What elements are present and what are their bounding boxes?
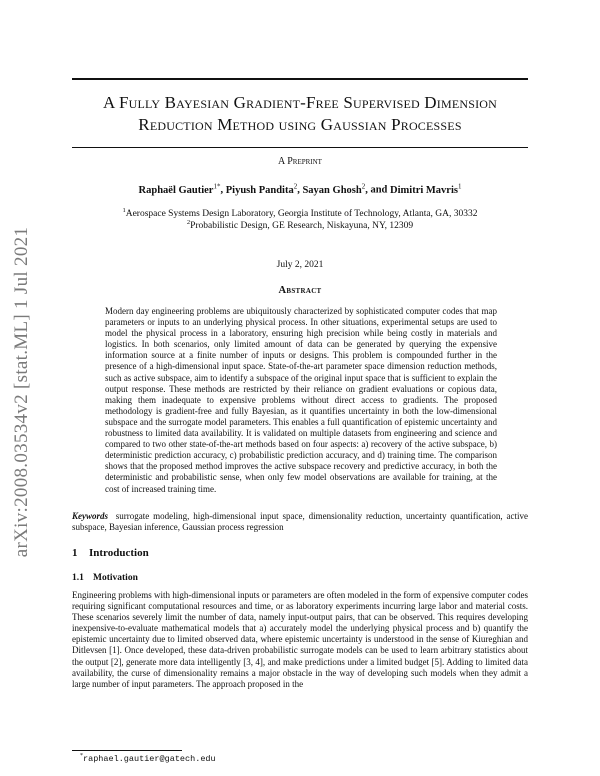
abstract-text: Modern day engineering problems are ubiquitously characterized by sophisticated computer codes that map parameters or inputs to an underlying physical process. In other situations, experimental setups are used to model the physical process in a laboratory, ensuring high precision while being costly in materials and logistics. In both scenarios, only limited amount of data can be generated by querying the expensive information source at a finite number of inputs or designs. This problem is compounded further in the presence of a high-dimensional input space. State-of-the-art parameter space dimension reduction methods, such as active subspace, aim to identify a subspace of the original input space that is sufficient to explain the output response. These methods are restricted by their reliance on gradient evaluations or copious data, making them inadequate to expensive problems without direct access to gradients. The proposed methodology is gradient-free and fully Bayesian, as it quantifies uncertainty in both the low-dimensional subspace and the surrogate model parameters. This enables a full quantification of epistemic uncertainty and robustness to limited data availability. It is validated on multiple datasets from engineering and science and compared to two other state-of-the-art methods based on four aspects: a) recovery of the active subspace, b) deterministic prediction accuracy, c) probabilistic prediction accuracy, and d) training time. The comparison shows that the proposed method improves the active subspace recovery and predictive accuracy, in both the deterministic and probabilistic sense, when only few model observations are available for training, at the cost of increased training time. — [105, 306, 497, 494]
title-rule-bottom — [72, 147, 528, 148]
keywords — [72, 511, 528, 533]
paper-title-line-2: Reduction Method using Gaussian Processes — [138, 115, 462, 134]
section-heading: 1 Introduction — [72, 547, 149, 559]
author-list: Raphaël Gautier$^{1*}$, Piyush Pandita$^2$, Sayan Ghosh$^2$, and Dimitri Mavris$^1$ — [138, 182, 462, 196]
publication-date: July 2, 2021 — [276, 260, 324, 270]
keywords-text: surrogate modeling, high-dimensional input space, dimensionality reduction, uncertainty quantification, active subspace, Bayesian inference, Gaussian process regression — [72, 511, 528, 533]
subsection-heading: 1.1 Motivation — [72, 573, 138, 583]
keywords-label: Keywords — [72, 511, 108, 521]
footnote: *raphael.gautier@gatech.edu — [80, 753, 216, 764]
arxiv-identifier-text: arXiv:2008.03534v2 [stat.ML] 1 Jul 2021 — [11, 226, 33, 558]
affiliation: $^1$Aerospace Systems Design Laboratory, Georgia Institute of Technology, Atlanta, GA, 30332 — [122, 207, 478, 220]
preprint-label: A Preprint — [278, 156, 322, 167]
author: Piyush Pandita$^2$ — [225, 182, 298, 196]
abstract-heading: Abstract — [278, 285, 322, 296]
author: Dimitri Mavris$^1$ — [390, 182, 462, 196]
paper-title-line-1: A Fully Bayesian Gradient-Free Supervised Dimension — [102, 93, 498, 112]
footnote-rule — [72, 750, 182, 751]
paper-title — [60, 92, 540, 136]
author: Raphaël Gautier$^{1*}$ — [138, 182, 221, 196]
title-rule-top — [72, 78, 528, 80]
body-paragraph: Engineering problems with high-dimensional inputs or parameters are often modeled in the form of expensive computer codes requiring significant computational resources and time, or as laboratory experiments incurring large labor and material costs. These scenarios severely limit the number of data, namely input-output pairs, that can be observed. This requires developing inexpensive-to-evaluate mathematical models that a) accurately model the underlying physical process and b) quantify the epistemic uncertainty due to limited observed data, where epistemic uncertainty is understood in the sense of Kiureghian and Ditlevsen [1]. Once developed, these data-driven probabilistic surrogate models can be used to learn arbitrary statistics about the output [2], generate more data intelligently [3, 4], and make predictions under a limited budget [5]. Adding to limited data availability, the curse of dimensionality remains a major obstacle in the way of developing such models when they admit a large number of input parameters. The approach proposed in the — [72, 590, 528, 689]
affiliation: $^2$Probabilistic Design, GE Research, Niskayuna, NY, 12309 — [186, 219, 414, 232]
footnote-email: raphael.gautier@gatech.edu — [83, 753, 216, 764]
arxiv-identifier — [8, 222, 36, 562]
author: Sayan Ghosh$^2$ — [302, 182, 366, 196]
